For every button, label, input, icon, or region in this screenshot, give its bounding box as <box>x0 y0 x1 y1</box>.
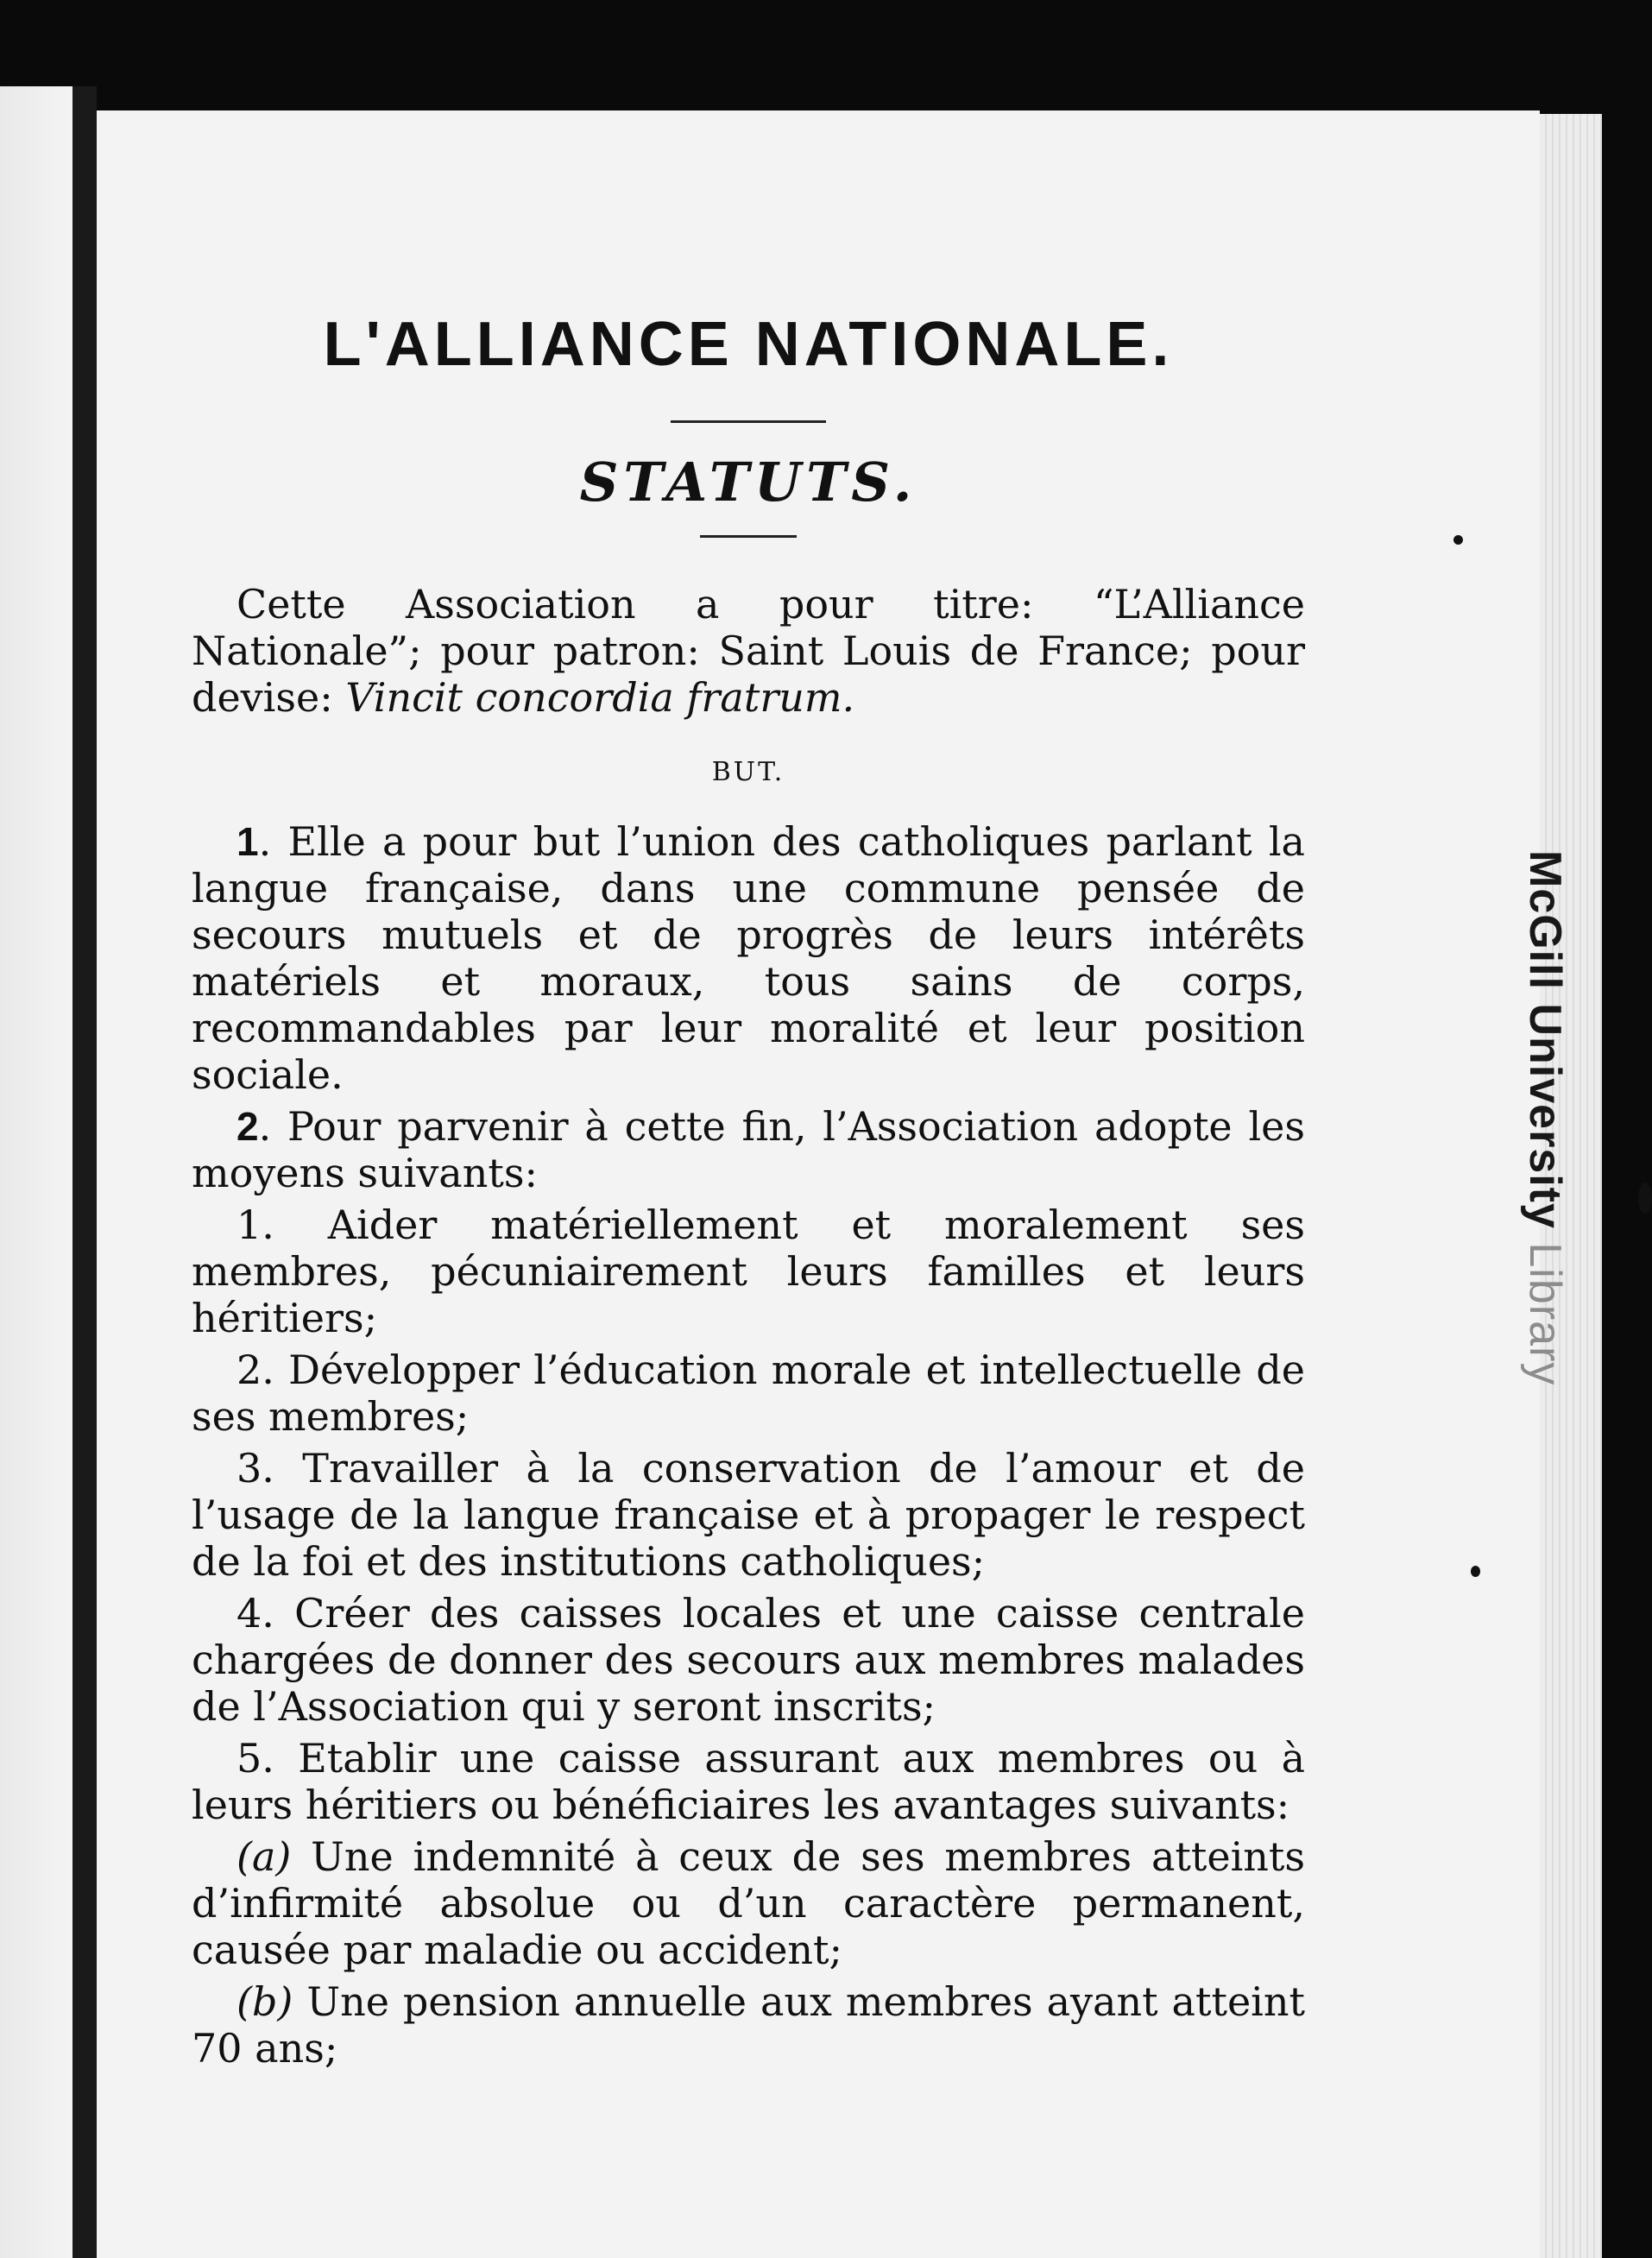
stamp-text: McGill University <box>1520 850 1570 1229</box>
specks <box>1638 1183 1652 1214</box>
article-text: . Pour parvenir à cette fin, l’Association adopte les moyens suivants: <box>192 1103 1305 1197</box>
section-heading: BUT. <box>711 757 785 788</box>
sub-item-text: Une pension annuelle aux membres ayant atteint 70 ans; <box>192 1978 1305 2072</box>
article-number: 1 <box>236 819 259 865</box>
sub-item-label: (a) <box>236 1833 292 1881</box>
list-item: 3. Travailler à la conservation de l’amour et de l’usage de la langue française et à propager le respect de la foi et des institutions catholiques; <box>192 1445 1305 1586</box>
specks <box>1453 535 1463 545</box>
page-title: L'ALLIANCE NATIONALE. <box>323 310 1174 379</box>
list-item: 4. Créer des caisses locales et une caisse centrale chargées de donner des secours aux membres malades de l’Association qui y seront inscrits; <box>192 1590 1305 1731</box>
sub-item-label: (b) <box>236 1978 293 2026</box>
stamp-faint-text: Library <box>1520 1242 1570 1386</box>
list-item: 1. Aider matériellement et moralement ses membres, pécuniairement leurs familles et leurs héritiers; <box>192 1202 1305 1342</box>
intro-text: Cette Association a pour titre: “L’Alliance Nationale”; pour patron: Saint Louis de France; pour devise: <box>192 581 1305 722</box>
library-stamp <box>1519 850 1571 1385</box>
sub-item-text: Une indemnité à ceux de ses membres atteints d’infirmité absolue ou d’un caractère permanent, causée par maladie ou accident; <box>192 1833 1305 1974</box>
document-body <box>192 311 1305 2072</box>
specks <box>1471 1566 1480 1577</box>
article-text: . Elle a pour but l’union des catholiques parlant la langue française, dans une commune pensée de secours mutuels et de progrès de leurs intérêts matériels et moraux, tous sains de corps, recommandables par leur moralité et leur position sociale. <box>192 818 1305 1099</box>
list-item: 5. Etablir une caisse assurant aux membres ou à leurs héritiers ou bénéficiaires les avantages suivants: <box>192 1735 1305 1829</box>
title-divider <box>671 420 826 423</box>
motto-text: Vincit concordia fratrum. <box>345 674 855 722</box>
binding-margin <box>73 86 97 2258</box>
article-1 <box>192 818 1305 1098</box>
sub-item-b <box>192 1978 1305 2072</box>
sub-item-a <box>192 1833 1305 1973</box>
article-number: 2 <box>236 1104 259 1150</box>
intro-paragraph <box>192 581 1305 721</box>
article-2 <box>192 1103 1305 1196</box>
subtitle-divider <box>700 535 797 538</box>
page-subtitle: STATUTS. <box>579 451 917 514</box>
facing-page-edge <box>0 86 73 2258</box>
list-item: 2. Développer l’éducation morale et intellectuelle de ses membres; <box>192 1347 1305 1441</box>
